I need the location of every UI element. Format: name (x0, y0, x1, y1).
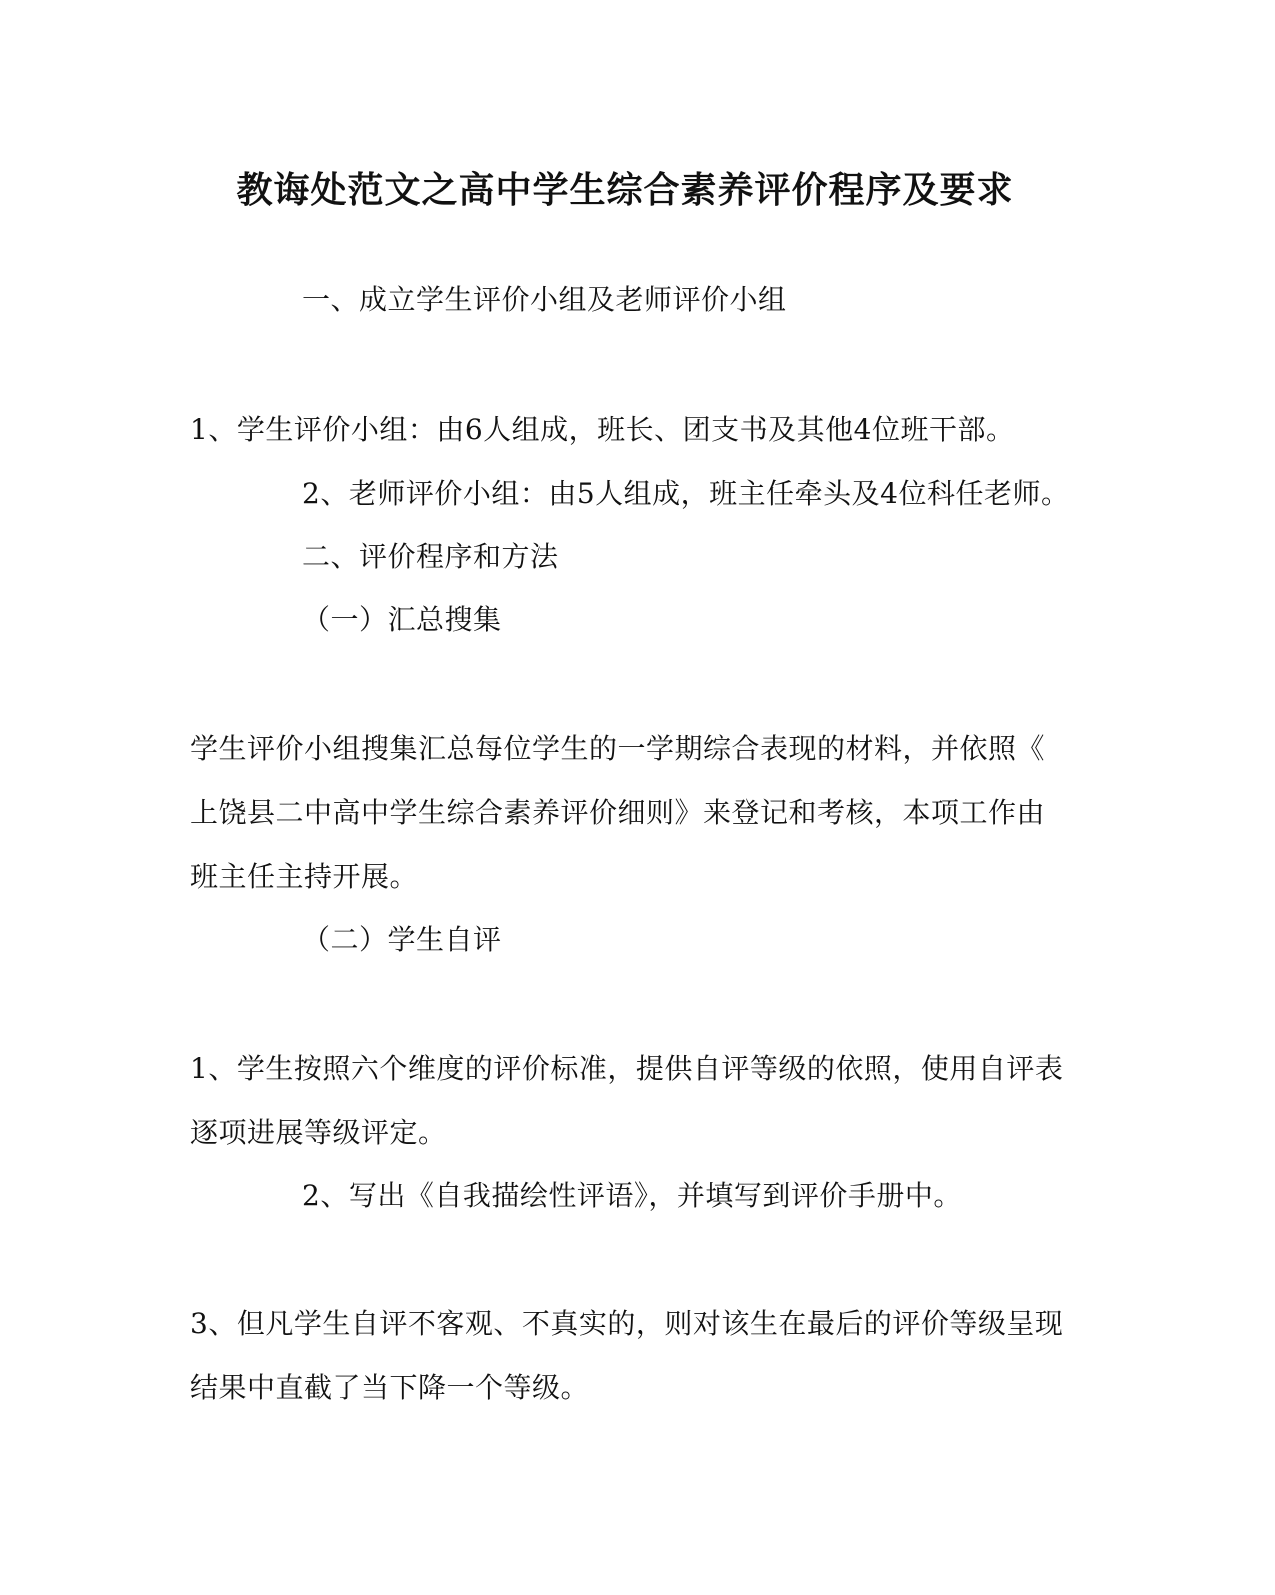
paragraph-line: 结果中直截了当下降一个等级。 (190, 1371, 590, 1404)
paragraph-collection (190, 717, 1045, 909)
paragraph-line: 逐项进展等级评定。 (190, 1116, 447, 1149)
paragraph-self-evaluation-1 (190, 1037, 1063, 1165)
subheading-collection: （一）汇总搜集 (302, 603, 502, 636)
subheading-self-evaluation: （二）学生自评 (302, 923, 502, 956)
paragraph-student-group: 1、学生评价小组：由6人组成，班长、团支书及其他4位班干部。 (190, 413, 1015, 446)
paragraph-line: 班主任主持开展。 (190, 860, 419, 893)
paragraph-line: 3、但凡学生自评不客观、不真实的，则对该生在最后的评价等级呈现 (190, 1307, 1064, 1340)
paragraph-line: 1、学生按照六个维度的评价标准，提供自评等级的依照，使用自评表 (190, 1052, 1064, 1085)
paragraph-teacher-group: 2、老师评价小组：由5人组成，班主任牵头及4位科任老师。 (302, 477, 1070, 510)
section-heading-2: 二、评价程序和方法 (302, 540, 559, 573)
section-heading-1: 一、成立学生评价小组及老师评价小组 (302, 283, 787, 316)
paragraph-self-evaluation-2: 2、写出《自我描绘性评语》，并填写到评价手册中。 (302, 1179, 962, 1212)
paragraph-line: 上饶县二中高中学生综合素养评价细则》来登记和考核，本项工作由 (190, 796, 1046, 829)
document-title: 教诲处范文之高中学生综合素养评价程序及要求 (236, 170, 1014, 211)
paragraph-self-evaluation-3 (190, 1292, 1063, 1420)
paragraph-line: 学生评价小组搜集汇总每位学生的一学期综合表现的材料，并依照《 (190, 732, 1046, 765)
